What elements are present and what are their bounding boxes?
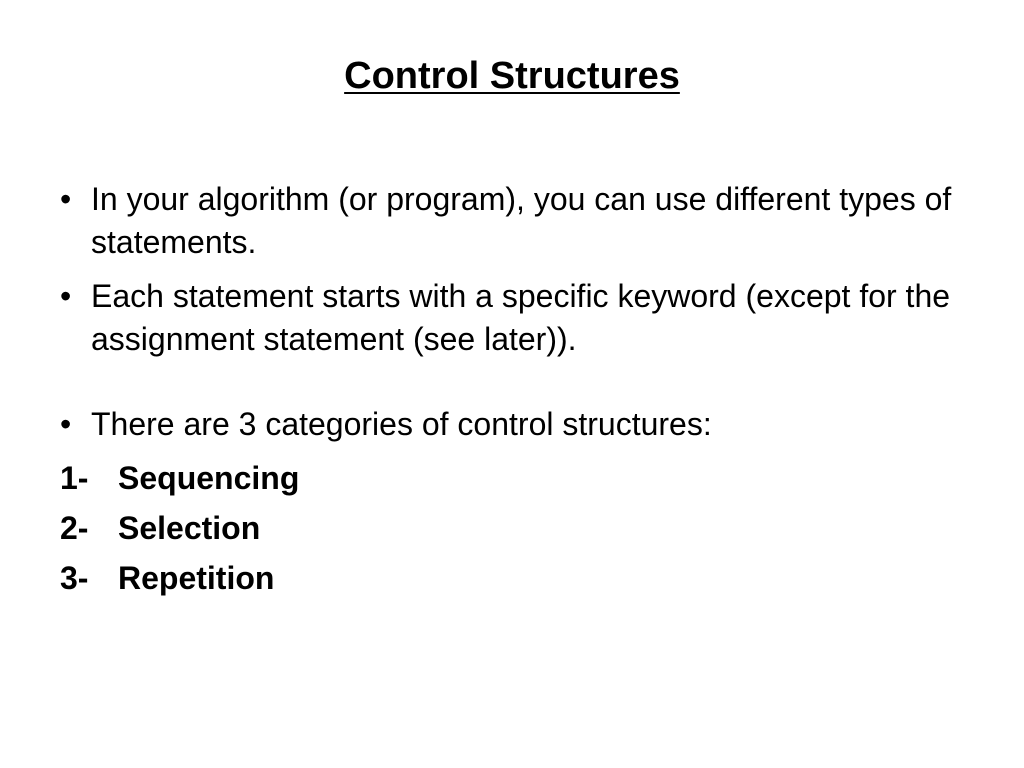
category-item-selection [60,507,960,550]
slide-body [60,178,960,600]
bullet-text: There are 3 categories of control structures: [91,406,712,442]
category-label: Sequencing [118,460,300,496]
bullet-item [60,178,960,264]
category-number: 1- [60,460,89,496]
category-item-sequencing [60,457,960,500]
bullet-item [60,275,960,361]
bullet-text: Each statement starts with a specific keyword (except for the assignment statement (see later)). [91,278,951,357]
category-label: Repetition [118,560,275,596]
bullet-text: In your algorithm (or program), you can use different types of statements. [91,181,952,260]
bullet-mark: • [60,278,72,314]
bullet-mark: • [60,181,72,217]
slide-title-text: Control Structures [344,55,680,97]
bullet-mark: • [60,406,72,442]
slide-title [0,52,1024,100]
category-number: 2- [60,510,89,546]
category-item-repetition [60,557,960,600]
category-label: Selection [118,510,261,546]
category-number: 3- [60,560,89,596]
bullet-item [60,403,960,446]
